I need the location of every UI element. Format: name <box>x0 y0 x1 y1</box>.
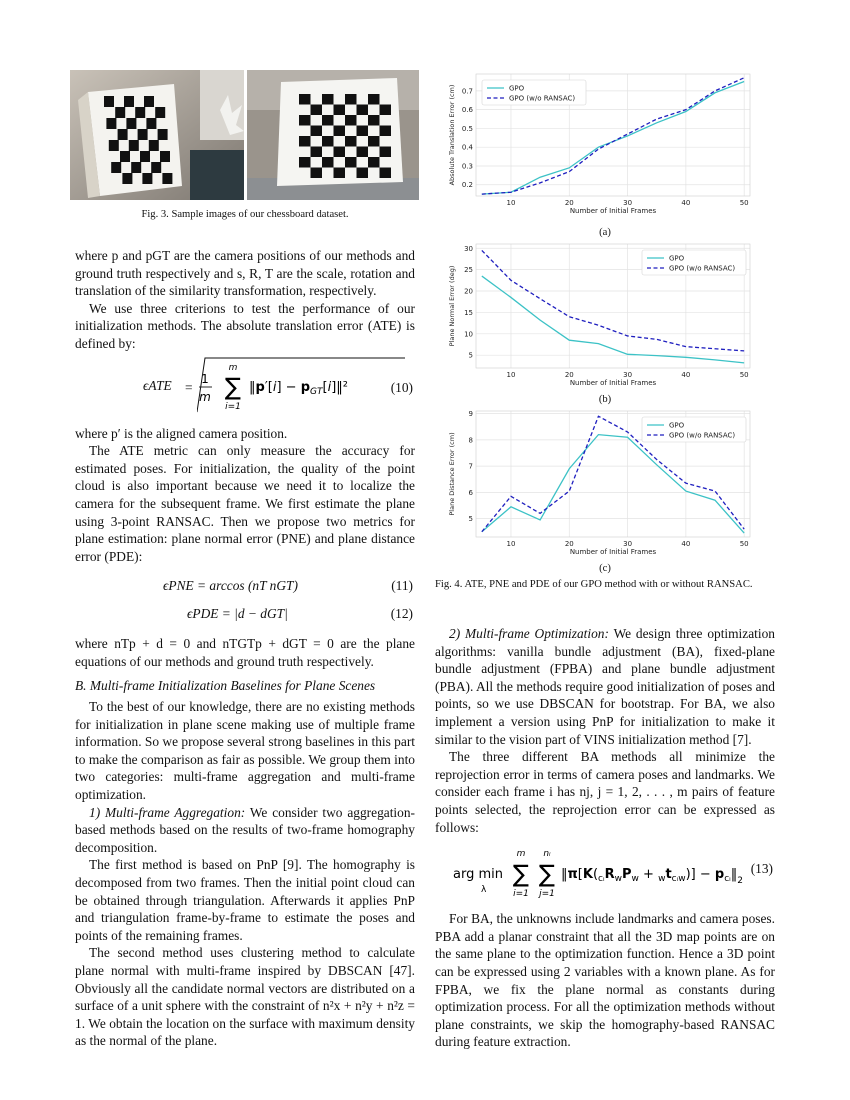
chessboard-square <box>115 107 125 118</box>
paragraph-baselines: To the best of our knowledge, there are no existing methods for initialization in plane scene making use of multiple frame information. So we propose several strong baselines in this part to make the comparison as fair as possible. We group them into two categories: multi-frame aggregation and multi-frame optimization. <box>75 699 415 803</box>
equation-12 <box>75 601 415 629</box>
svg-text:‖p′[i] − pGT[i]‖²: ‖p′[i] − $p_{GT}[i]‖^2$ <box>249 379 348 397</box>
svg-text:∑: ∑ <box>538 860 556 889</box>
chessboard-square <box>357 168 369 179</box>
x-tick-label: 40 <box>681 199 691 207</box>
fig4-sublabel-a: (a) <box>599 227 611 238</box>
legend-label: GPO (w/o RANSAC) <box>669 431 736 440</box>
eq10-number: (10) <box>390 379 413 395</box>
chessboard-square <box>135 107 145 118</box>
chessboard-square <box>380 126 392 137</box>
chessboard-square <box>311 147 323 158</box>
x-tick-label: 30 <box>623 371 633 379</box>
y-tick-label: 30 <box>464 244 473 253</box>
x-tick-label: 40 <box>681 540 691 548</box>
x-axis-label: Number of Initial Frames <box>569 207 657 215</box>
paragraph-unknowns: For BA, the unknowns include landmarks and camera poses. PBA add a planar constraint that all the 3D map points are on the same plane to the optimization function. Hence a 3D point can be expressed using 2 variables with a known plane. As for FPBA, we fix the plane normal as constants during optimization process. For all the optimization methods without plane constraints, we skip the homography-based RANSAC during feature extraction. <box>435 911 775 1050</box>
y-tick-label: 10 <box>464 330 473 339</box>
legend-label: GPO <box>669 254 685 263</box>
chessboard-square <box>345 115 357 126</box>
svg-text:λ: λ <box>481 885 487 896</box>
chessboard-square <box>357 126 369 137</box>
chessboard-square <box>368 94 380 105</box>
paragraph-reprojection: The three different BA methods all minimize the reprojection error in terms of camera poses and landmarks. We consider each frame i has nj, j = 1, 2, . . . , m pairs of feature points selected, the reprojection error can be expressed as follows: <box>435 749 775 835</box>
eq11-number: (11) <box>391 578 413 594</box>
eq13-formula <box>453 842 753 908</box>
x-tick-label: 10 <box>506 540 516 548</box>
svg-text:m: m <box>228 362 238 373</box>
paragraph-similarity: where p and pGT are the camera positions of our methods and ground truth respectively and s, R, T are the scale, rotation and translation of the similarity transformation, respectively. <box>75 248 415 299</box>
chessboard-square <box>345 136 357 147</box>
chessboard-square <box>140 151 150 162</box>
y-tick-label: 20 <box>464 287 473 296</box>
paragraph-optimization <box>435 625 775 748</box>
chessboard-square <box>106 118 116 129</box>
chessboard-square <box>104 96 114 107</box>
x-tick-label: 10 <box>506 199 516 207</box>
y-axis-label: Plane Normal Error (deg) <box>448 265 456 347</box>
paragraph-pnp: The first method is based on PnP [9]. The homography is decomposed from two frames. Then the initial point cloud can be obtained through triangulation. Afterwards it applies PnP and triangulation frame-by-frame to estimate the poses and points of the remaining frames. <box>75 857 415 943</box>
svg-text:i=1: i=1 <box>225 401 241 412</box>
legend-label: GPO <box>509 84 525 93</box>
paragraph-aligned: where p′ is the aligned camera position. <box>75 425 288 441</box>
legend-label: GPO (w/o RANSAC) <box>509 94 576 103</box>
y-tick-label: 7 <box>468 462 473 471</box>
svg-text:∑: ∑ <box>512 860 530 889</box>
chart-pde <box>440 403 760 563</box>
eq12-number: (12) <box>390 606 413 622</box>
y-tick-label: 15 <box>464 308 473 317</box>
eq12-expression: ϵPDE = |d − dGT| <box>187 606 288 622</box>
chessboard-square <box>380 147 392 158</box>
y-tick-label: 0.4 <box>461 143 473 152</box>
chessboard-square <box>334 126 346 137</box>
chessboard-square <box>357 147 369 158</box>
chessboard-square <box>299 115 311 126</box>
chessboard-square <box>160 151 170 162</box>
chessboard-square <box>368 157 380 168</box>
chessboard-square <box>380 105 392 116</box>
chart-ate <box>440 66 760 226</box>
chessboard-square <box>151 162 161 173</box>
legend-label: GPO <box>669 421 685 430</box>
svg-text:nᵢ: nᵢ <box>543 849 551 860</box>
equation-11 <box>75 573 415 601</box>
paragraph-ate: The ATE metric can only measure the accuracy for estimated poses. For initialization, the quality of the point cloud is also important because we need it to localize the camera for the subsequent frame. We first estimate the plane using 3-point RANSAC. Then we propose two metrics for plane estimation: plane normal error (PNE) and plane distance error (PDE): <box>75 443 415 564</box>
equation-10: ϵATE = 1 m m ∑ i=1 ‖p′[i] − $p_{GT}[i]‖^2$ (10) <box>75 353 415 425</box>
eq11-expression: ϵPNE = arccos (nT nGT) <box>163 578 298 594</box>
y-tick-label: 5 <box>468 515 473 524</box>
y-tick-label: 8 <box>468 436 473 445</box>
series-line <box>482 276 744 363</box>
chessboard-square <box>299 94 311 105</box>
chessboard-square <box>322 136 334 147</box>
chessboard-square <box>311 126 323 137</box>
svg-text:j=1: j=1 <box>539 889 555 900</box>
x-tick-label: 30 <box>623 540 633 548</box>
chessboard-square <box>111 162 121 173</box>
x-tick-label: 20 <box>564 371 574 379</box>
y-tick-label: 25 <box>464 266 473 275</box>
x-tick-label: 50 <box>739 540 749 548</box>
x-tick-label: 50 <box>739 199 749 207</box>
chessboard-square <box>129 140 139 151</box>
chessboard-square <box>368 115 380 126</box>
chessboard-square <box>162 173 172 184</box>
chessboard-square <box>334 105 346 116</box>
chessboard-square <box>311 105 323 116</box>
chessboard-square <box>334 147 346 158</box>
x-tick-label: 20 <box>564 540 574 548</box>
fig4-sublabel-c: (c) <box>599 563 611 574</box>
fig3-caption: Fig. 3. Sample images of our chessboard dataset. <box>141 209 349 220</box>
chessboard-square <box>131 162 141 173</box>
fig4-caption: Fig. 4. ATE, PNE and PDE of our GPO method with or without RANSAC. <box>435 579 753 590</box>
y-tick-label: 6 <box>468 488 473 497</box>
chessboard-square <box>311 168 323 179</box>
chart-pne <box>440 236 760 396</box>
subsection-1-title: 1) Multi-frame Aggregation: <box>89 804 246 820</box>
right-column <box>435 625 775 1051</box>
paragraph-plane-equations: where nTp + d = 0 and nTGTp + dGT = 0 are the plane equations of our methods and ground truth respectively. <box>75 636 415 669</box>
chessboard-square <box>345 94 357 105</box>
y-axis-label: Plane Distance Error (cm) <box>448 432 456 516</box>
chessboard-square <box>158 129 168 140</box>
eq13-number: (13) <box>750 861 773 877</box>
chessboard-square <box>299 136 311 147</box>
y-tick-label: 0.6 <box>461 106 473 115</box>
paragraph-dbscan: The second method uses clustering method to calculate plane normal with multi-frame inspired by DBSCAN [47]. Obviously all the candidate normal vectors are distributed on a surface of a unit sphere with the constraint of n²x + n²y + n²z = 1. We obtain the location on the surface with maximum density as the normal of the plane. <box>75 945 415 1049</box>
chessboard-square <box>322 115 334 126</box>
y-tick-label: 0.7 <box>461 87 473 96</box>
section-b-heading: B. Multi-frame Initialization Baselines for Plane Scenes <box>75 677 376 693</box>
paragraph-criterions: We use three criterions to test the performance of our initialization methods. The absolute translation error (ATE) is defined by: <box>75 300 415 351</box>
chessboard-square <box>124 96 134 107</box>
y-tick-label: 9 <box>468 410 473 419</box>
chessboard-square <box>357 105 369 116</box>
eq10-formula <box>197 357 417 421</box>
y-tick-label: 0.3 <box>461 162 473 171</box>
chessboard-square <box>144 96 154 107</box>
chessboard-square <box>345 157 357 168</box>
chessboard-square <box>380 168 392 179</box>
chessboard-square <box>155 107 165 118</box>
chessboard-square <box>299 157 311 168</box>
chessboard-square <box>322 94 334 105</box>
chessboard-square <box>368 136 380 147</box>
paragraph-aggregation <box>75 804 415 857</box>
chessboard-square <box>142 173 152 184</box>
x-tick-label: 50 <box>739 371 749 379</box>
svg-text:i=1: i=1 <box>513 889 529 900</box>
svg-text:arg min: arg min <box>453 867 503 883</box>
y-tick-label: 5 <box>468 351 473 360</box>
chessboard-square <box>120 151 130 162</box>
eq10-lhs: ϵATE <box>143 377 172 393</box>
chessboard-square <box>149 140 159 151</box>
equation-13 <box>435 836 775 910</box>
svg-text:1: 1 <box>201 371 209 386</box>
chessboard-photo-left <box>70 70 244 200</box>
legend-label: GPO (w/o RANSAC) <box>669 264 736 273</box>
subsection-2-text: We design three optimization algorithms: vanilla bundle adjustment (BA), fixed-plane bundle adjustment (FPBA) and plane bundle adjustment (PBA). All the methods require good initialization of poses and points, so we use DBSCAN for bootstrap. For BA, we also implement a version using PnP for initialization to make it similar to the vision part of VINS initialization method [7]. <box>435 626 775 747</box>
x-tick-label: 30 <box>623 199 633 207</box>
left-column <box>75 247 415 1050</box>
chessboard-square <box>146 118 156 129</box>
subsection-1-text: We consider two aggregation-based methods based on the results of two-frame homography decomposition. <box>75 804 416 855</box>
svg-text:m: m <box>199 389 211 404</box>
y-tick-label: 0.2 <box>461 181 473 190</box>
chessboard-square <box>118 129 128 140</box>
subsection-2-title: 2) Multi-frame Optimization: <box>449 626 609 641</box>
chessboard-square <box>138 129 148 140</box>
y-tick-label: 0.5 <box>461 124 473 133</box>
svg-text:∑: ∑ <box>224 372 242 401</box>
svg-text:m: m <box>516 849 526 860</box>
x-axis-label: Number of Initial Frames <box>569 548 657 556</box>
chessboard-square <box>122 173 132 184</box>
x-tick-label: 40 <box>681 371 691 379</box>
chessboard-square <box>322 157 334 168</box>
x-axis-label: Number of Initial Frames <box>569 379 657 387</box>
chessboard-photo-right <box>247 70 419 200</box>
svg-text:‖π[K(cᵢRwPw + wtcᵢw)] − pcᵢ‖2: $‖\pi[K(_{cᵢ}R_wP_w + _wt_{cᵢw})]$ − $p_{cᵢ}‖_2$ <box>561 867 743 887</box>
chessboard-square <box>109 140 119 151</box>
chessboard-square <box>334 168 346 179</box>
fig4-sublabel-b: (b) <box>598 394 612 405</box>
chessboard-square <box>126 118 136 129</box>
y-axis-label: Absolute Translation Error (cm) <box>448 84 456 186</box>
x-tick-label: 10 <box>506 371 516 379</box>
x-tick-label: 20 <box>564 199 574 207</box>
